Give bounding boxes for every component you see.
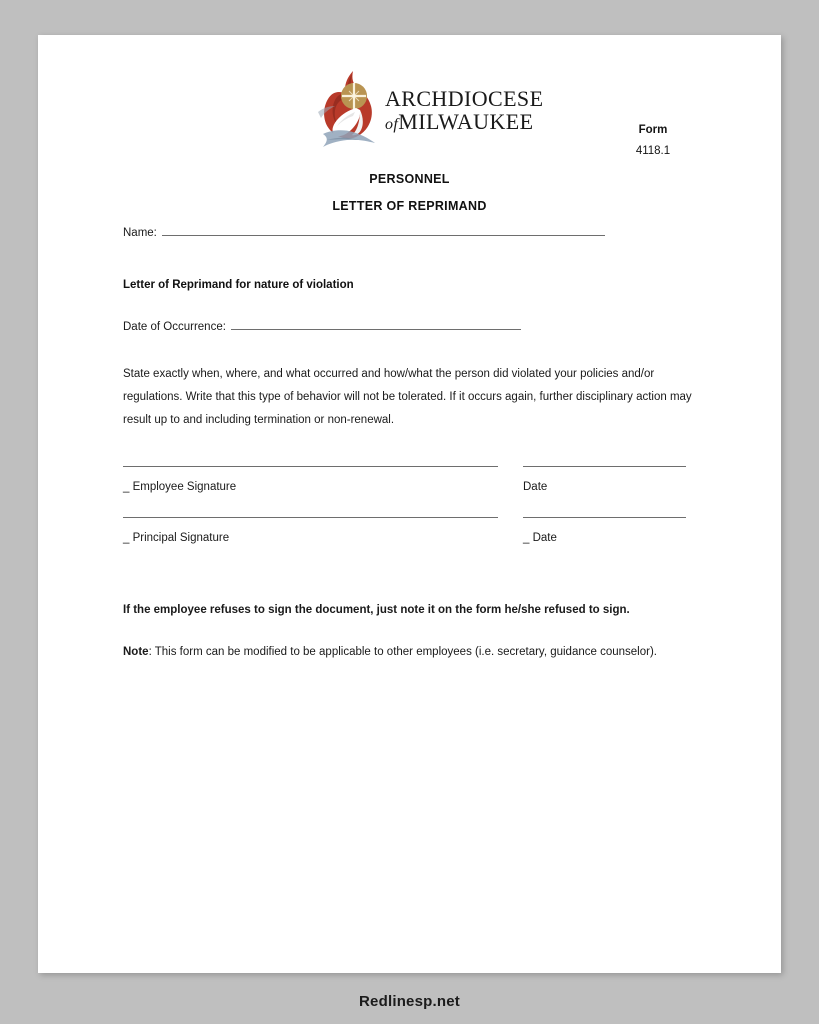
document-body — [123, 225, 698, 658]
principal-signature-caption: _ Principal Signature — [123, 532, 230, 544]
form-label: Form — [638, 124, 668, 136]
organization-logo — [315, 65, 544, 155]
name-input[interactable] — [162, 225, 605, 236]
date-of-occurrence-row — [123, 319, 698, 333]
name-field-row — [123, 225, 698, 239]
page-title — [38, 172, 781, 213]
principal-signature-input[interactable] — [123, 517, 498, 518]
employee-date-caption: Date — [523, 481, 548, 493]
employee-signature-caption: _ Employee Signature — [123, 481, 237, 493]
logo-line-milwaukee — [385, 108, 543, 134]
note-separator: : — [148, 646, 155, 658]
title-line-letter-of-reprimand: LETTER OF REPRIMAND — [332, 199, 487, 213]
logo-line-archdiocese: ARCHDIOCESE — [385, 85, 544, 111]
document-page — [38, 35, 781, 973]
note-label: Note — [123, 646, 149, 658]
employee-signature-input[interactable] — [123, 466, 498, 467]
employee-date-block — [523, 466, 686, 493]
archdiocese-flame-dove-icon — [315, 68, 381, 152]
principal-date-caption: _ Date — [523, 532, 557, 544]
principal-signature-block — [123, 517, 498, 544]
date-of-occurrence-label: Date of Occurrence: — [123, 321, 226, 333]
logo-word-milwaukee: MILWAUKEE — [398, 108, 534, 134]
logo-word-of: of — [385, 115, 399, 133]
instruction-paragraph: State exactly when, where, and what occurred and how/what the person did violated your policies and/or regulations. Write that this type of behavior will not be tolerated. If it occurs again, further disciplinary action may result up to and including termination or non-renewal. — [123, 368, 692, 426]
form-note — [123, 646, 698, 658]
date-of-occurrence-input[interactable] — [231, 319, 521, 330]
refusal-notice: If the employee refuses to sign the document, just note it on the form he/she refused to sign. — [123, 604, 630, 616]
form-number: 4118.1 — [635, 145, 671, 157]
site-watermark: Redlinesp.net — [359, 993, 460, 1010]
employee-date-input[interactable] — [523, 466, 686, 467]
section-heading: Letter of Reprimand for nature of violation — [123, 279, 354, 291]
logo-wordmark — [385, 85, 544, 134]
title-line-personnel: PERSONNEL — [369, 172, 450, 186]
principal-date-input[interactable] — [523, 517, 686, 518]
name-label: Name: — [123, 227, 157, 239]
principal-date-block — [523, 517, 686, 544]
note-text: This form can be modified to be applicable to other employees (i.e. secretary, guidance counselor). — [154, 646, 657, 658]
form-meta — [613, 124, 693, 157]
employee-signature-block — [123, 466, 498, 493]
employee-signature-row — [123, 466, 698, 493]
principal-signature-row — [123, 517, 698, 544]
